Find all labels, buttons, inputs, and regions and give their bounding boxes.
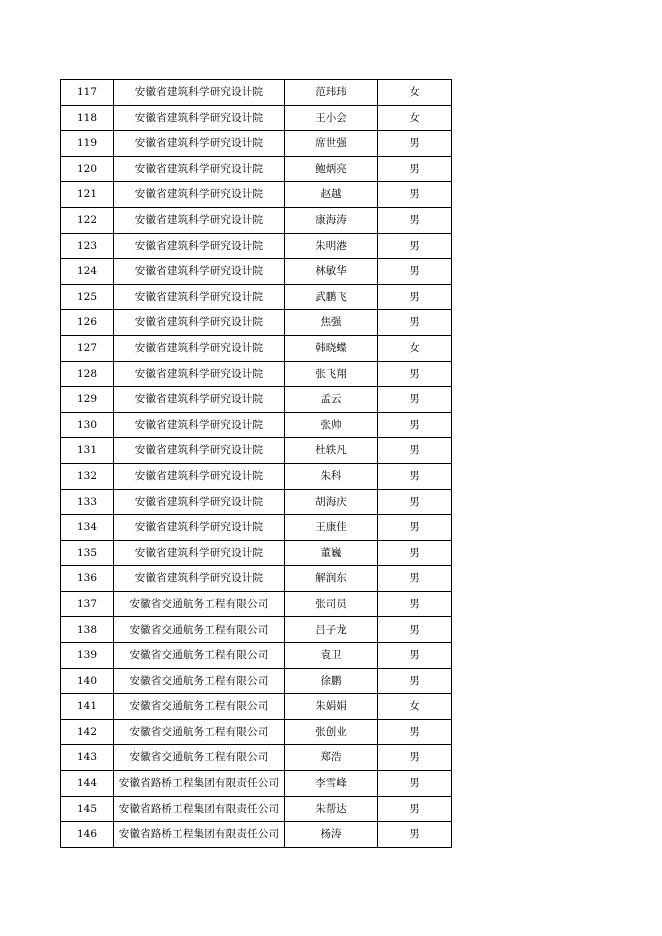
organization-cell: 安徽省路桥工程集团有限责任公司 (114, 771, 285, 797)
row-number-cell: 145 (61, 796, 114, 822)
table-row (61, 745, 452, 771)
table-row (61, 796, 452, 822)
person-name-cell: 董巍 (285, 540, 378, 566)
gender-cell: 男 (378, 156, 452, 182)
organization-cell: 安徽省建筑科学研究设计院 (114, 463, 285, 489)
person-name-cell: 林敏华 (285, 259, 378, 285)
gender-cell: 男 (378, 412, 452, 438)
gender-cell: 男 (378, 771, 452, 797)
gender-cell: 男 (378, 463, 452, 489)
organization-cell: 安徽省建筑科学研究设计院 (114, 335, 285, 361)
row-number-cell: 138 (61, 617, 114, 643)
organization-cell: 安徽省交通航务工程有限公司 (114, 719, 285, 745)
gender-cell: 男 (378, 591, 452, 617)
organization-cell: 安徽省建筑科学研究设计院 (114, 387, 285, 413)
row-number-cell: 126 (61, 310, 114, 336)
gender-cell: 女 (378, 105, 452, 131)
row-number-cell: 144 (61, 771, 114, 797)
table-row (61, 182, 452, 208)
organization-cell: 安徽省交通航务工程有限公司 (114, 591, 285, 617)
person-name-cell: 张飞翔 (285, 361, 378, 387)
row-number-cell: 142 (61, 719, 114, 745)
table-row (61, 310, 452, 336)
organization-cell: 安徽省交通航务工程有限公司 (114, 617, 285, 643)
table-row (61, 463, 452, 489)
table-row (61, 361, 452, 387)
gender-cell: 男 (378, 207, 452, 233)
table-row (61, 387, 452, 413)
gender-cell: 男 (378, 131, 452, 157)
table-row (61, 515, 452, 541)
table-row (61, 156, 452, 182)
table-row (61, 131, 452, 157)
table-row (61, 207, 452, 233)
organization-cell: 安徽省交通航务工程有限公司 (114, 745, 285, 771)
table-row (61, 591, 452, 617)
person-name-cell: 郑浩 (285, 745, 378, 771)
row-number-cell: 124 (61, 259, 114, 285)
table-row (61, 489, 452, 515)
organization-cell: 安徽省交通航务工程有限公司 (114, 694, 285, 720)
organization-cell: 安徽省路桥工程集团有限责任公司 (114, 796, 285, 822)
gender-cell: 男 (378, 822, 452, 848)
organization-cell: 安徽省建筑科学研究设计院 (114, 412, 285, 438)
person-name-cell: 范玮玮 (285, 80, 378, 106)
person-name-cell: 王康佳 (285, 515, 378, 541)
gender-cell: 男 (378, 796, 452, 822)
table-row (61, 412, 452, 438)
row-number-cell: 125 (61, 284, 114, 310)
table-row (61, 719, 452, 745)
person-name-cell: 解润东 (285, 566, 378, 592)
gender-cell: 男 (378, 387, 452, 413)
gender-cell: 女 (378, 335, 452, 361)
organization-cell: 安徽省建筑科学研究设计院 (114, 566, 285, 592)
gender-cell: 男 (378, 566, 452, 592)
row-number-cell: 129 (61, 387, 114, 413)
row-number-cell: 146 (61, 822, 114, 848)
gender-cell: 男 (378, 668, 452, 694)
gender-cell: 男 (378, 719, 452, 745)
table-row (61, 284, 452, 310)
gender-cell: 男 (378, 182, 452, 208)
row-number-cell: 143 (61, 745, 114, 771)
organization-cell: 安徽省建筑科学研究设计院 (114, 438, 285, 464)
organization-cell: 安徽省建筑科学研究设计院 (114, 131, 285, 157)
person-name-cell: 张帅 (285, 412, 378, 438)
person-name-cell: 韩晓蝶 (285, 335, 378, 361)
organization-cell: 安徽省建筑科学研究设计院 (114, 105, 285, 131)
row-number-cell: 134 (61, 515, 114, 541)
row-number-cell: 127 (61, 335, 114, 361)
organization-cell: 安徽省建筑科学研究设计院 (114, 80, 285, 106)
table-row (61, 438, 452, 464)
row-number-cell: 118 (61, 105, 114, 131)
row-number-cell: 136 (61, 566, 114, 592)
gender-cell: 男 (378, 233, 452, 259)
organization-cell: 安徽省交通航务工程有限公司 (114, 668, 285, 694)
table-row (61, 80, 452, 106)
gender-cell: 男 (378, 540, 452, 566)
row-number-cell: 135 (61, 540, 114, 566)
person-name-cell: 武鹏飞 (285, 284, 378, 310)
person-name-cell: 袁卫 (285, 643, 378, 669)
person-name-cell: 吕子龙 (285, 617, 378, 643)
organization-cell: 安徽省建筑科学研究设计院 (114, 156, 285, 182)
table-row (61, 617, 452, 643)
row-number-cell: 133 (61, 489, 114, 515)
person-name-cell: 朱帮达 (285, 796, 378, 822)
gender-cell: 女 (378, 80, 452, 106)
organization-cell: 安徽省路桥工程集团有限责任公司 (114, 822, 285, 848)
organization-cell: 安徽省建筑科学研究设计院 (114, 233, 285, 259)
table-row (61, 259, 452, 285)
row-number-cell: 140 (61, 668, 114, 694)
organization-cell: 安徽省交通航务工程有限公司 (114, 643, 285, 669)
person-name-cell: 朱明港 (285, 233, 378, 259)
person-name-cell: 席世强 (285, 131, 378, 157)
person-name-cell: 张创业 (285, 719, 378, 745)
person-name-cell: 王小会 (285, 105, 378, 131)
row-number-cell: 141 (61, 694, 114, 720)
organization-cell: 安徽省建筑科学研究设计院 (114, 361, 285, 387)
person-name-cell: 杜轶凡 (285, 438, 378, 464)
row-number-cell: 139 (61, 643, 114, 669)
table-row (61, 694, 452, 720)
row-number-cell: 132 (61, 463, 114, 489)
table-row (61, 105, 452, 131)
gender-cell: 男 (378, 489, 452, 515)
organization-cell: 安徽省建筑科学研究设计院 (114, 515, 285, 541)
person-name-cell: 朱娟娟 (285, 694, 378, 720)
gender-cell: 男 (378, 515, 452, 541)
gender-cell: 男 (378, 438, 452, 464)
table-row (61, 233, 452, 259)
person-name-cell: 焦强 (285, 310, 378, 336)
gender-cell: 男 (378, 361, 452, 387)
roster-body (61, 80, 452, 848)
row-number-cell: 121 (61, 182, 114, 208)
row-number-cell: 128 (61, 361, 114, 387)
person-name-cell: 胡海庆 (285, 489, 378, 515)
table-row (61, 566, 452, 592)
person-name-cell: 朱科 (285, 463, 378, 489)
gender-cell: 男 (378, 745, 452, 771)
organization-cell: 安徽省建筑科学研究设计院 (114, 182, 285, 208)
roster-table (60, 79, 452, 848)
organization-cell: 安徽省建筑科学研究设计院 (114, 540, 285, 566)
organization-cell: 安徽省建筑科学研究设计院 (114, 489, 285, 515)
row-number-cell: 130 (61, 412, 114, 438)
organization-cell: 安徽省建筑科学研究设计院 (114, 310, 285, 336)
table-row (61, 822, 452, 848)
row-number-cell: 137 (61, 591, 114, 617)
person-name-cell: 徐鹏 (285, 668, 378, 694)
row-number-cell: 122 (61, 207, 114, 233)
row-number-cell: 131 (61, 438, 114, 464)
row-number-cell: 123 (61, 233, 114, 259)
person-name-cell: 张司员 (285, 591, 378, 617)
table-row (61, 335, 452, 361)
gender-cell: 男 (378, 617, 452, 643)
gender-cell: 男 (378, 284, 452, 310)
table-row (61, 771, 452, 797)
organization-cell: 安徽省建筑科学研究设计院 (114, 284, 285, 310)
table-row (61, 540, 452, 566)
row-number-cell: 119 (61, 131, 114, 157)
gender-cell: 男 (378, 259, 452, 285)
person-name-cell: 康海涛 (285, 207, 378, 233)
person-name-cell: 孟云 (285, 387, 378, 413)
gender-cell: 男 (378, 310, 452, 336)
row-number-cell: 117 (61, 80, 114, 106)
person-name-cell: 鲍炳亮 (285, 156, 378, 182)
table-row (61, 668, 452, 694)
organization-cell: 安徽省建筑科学研究设计院 (114, 259, 285, 285)
row-number-cell: 120 (61, 156, 114, 182)
person-name-cell: 李雪峰 (285, 771, 378, 797)
person-name-cell: 赵越 (285, 182, 378, 208)
gender-cell: 男 (378, 643, 452, 669)
organization-cell: 安徽省建筑科学研究设计院 (114, 207, 285, 233)
person-name-cell: 杨涛 (285, 822, 378, 848)
table-row (61, 643, 452, 669)
gender-cell: 女 (378, 694, 452, 720)
